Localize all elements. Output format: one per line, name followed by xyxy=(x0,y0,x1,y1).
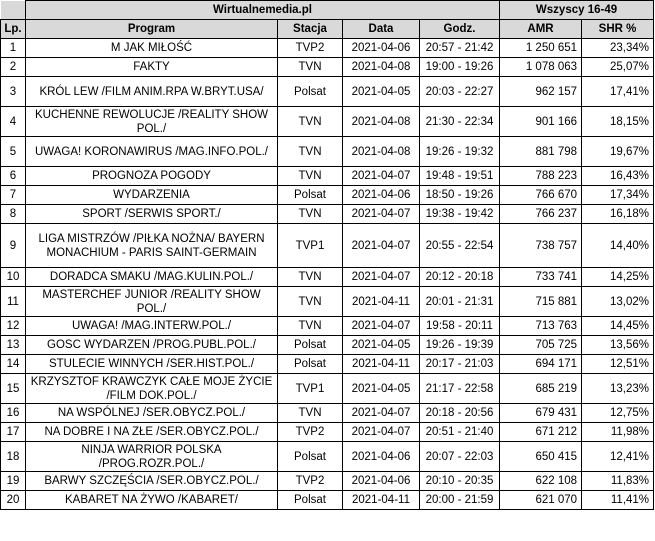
cell-amr: 766 670 xyxy=(500,186,582,205)
cell-godz: 20:18 - 20:56 xyxy=(420,404,500,423)
cell-shr: 17,34% xyxy=(582,186,654,205)
cell-lp: 10 xyxy=(1,268,26,287)
table-row xyxy=(1,355,654,374)
cell-lp: 2 xyxy=(1,58,26,77)
cell-amr: 685 219 xyxy=(500,374,582,404)
col-shr-header: SHR % xyxy=(582,20,654,39)
cell-program: PROGNOZA POGODY xyxy=(26,167,278,186)
cell-amr: 1 250 651 xyxy=(500,39,582,58)
table-row xyxy=(1,287,654,317)
cell-amr: 788 223 xyxy=(500,167,582,186)
source-header: Wirtualnemedia.pl xyxy=(26,1,500,20)
cell-lp: 8 xyxy=(1,205,26,224)
cell-data: 2021-04-07 xyxy=(343,205,420,224)
table-row xyxy=(1,224,654,268)
col-lp-header: Lp. xyxy=(1,20,26,39)
cell-data: 2021-04-06 xyxy=(343,39,420,58)
cell-stacja: TVN xyxy=(278,268,343,287)
cell-data: 2021-04-08 xyxy=(343,58,420,77)
col-program-header: Program xyxy=(26,20,278,39)
cell-shr: 11,41% xyxy=(582,491,654,510)
cell-data: 2021-04-08 xyxy=(343,137,420,167)
cell-amr: 650 415 xyxy=(500,442,582,472)
cell-stacja: TVP1 xyxy=(278,374,343,404)
col-stacja-header: Stacja xyxy=(278,20,343,39)
cell-lp: 13 xyxy=(1,336,26,355)
cell-stacja: TVN xyxy=(278,287,343,317)
cell-shr: 19,67% xyxy=(582,137,654,167)
cell-program: KABARET NA ŻYWO /KABARET/ xyxy=(26,491,278,510)
cell-godz: 20:03 - 22:27 xyxy=(420,77,500,107)
cell-program: KRÓL LEW /FILM ANIM.RPA W.BRYT.USA/ xyxy=(26,77,278,107)
cell-data: 2021-04-07 xyxy=(343,268,420,287)
cell-lp: 17 xyxy=(1,423,26,442)
cell-amr: 694 171 xyxy=(500,355,582,374)
cell-shr: 25,07% xyxy=(582,58,654,77)
col-data-header: Data xyxy=(343,20,420,39)
cell-program: NA DOBRE I NA ZŁE /SER.OBYCZ.POL./ xyxy=(26,423,278,442)
cell-program: NA WSPÓLNEJ /SER.OBYCZ.POL./ xyxy=(26,404,278,423)
cell-data: 2021-04-06 xyxy=(343,442,420,472)
cell-amr: 1 078 063 xyxy=(500,58,582,77)
cell-program: BARWY SZCZĘŚCIA /SER.OBYCZ.POL./ xyxy=(26,472,278,491)
cell-godz: 19:00 - 19:26 xyxy=(420,58,500,77)
cell-stacja: TVP2 xyxy=(278,472,343,491)
cell-shr: 11,98% xyxy=(582,423,654,442)
table-row xyxy=(1,39,654,58)
cell-stacja: TVP2 xyxy=(278,423,343,442)
cell-godz: 20:01 - 21:31 xyxy=(420,287,500,317)
cell-program: FAKTY xyxy=(26,58,278,77)
cell-godz: 20:57 - 21:42 xyxy=(420,39,500,58)
col-amr-header: AMR xyxy=(500,20,582,39)
cell-stacja: Polsat xyxy=(278,491,343,510)
cell-data: 2021-04-11 xyxy=(343,287,420,317)
cell-shr: 14,40% xyxy=(582,224,654,268)
cell-amr: 715 881 xyxy=(500,287,582,317)
cell-godz: 20:12 - 20:18 xyxy=(420,268,500,287)
cell-amr: 679 431 xyxy=(500,404,582,423)
cell-data: 2021-04-11 xyxy=(343,355,420,374)
cell-stacja: TVN xyxy=(278,58,343,77)
cell-godz: 21:17 - 22:58 xyxy=(420,374,500,404)
table-row xyxy=(1,442,654,472)
cell-data: 2021-04-07 xyxy=(343,167,420,186)
cell-shr: 14,45% xyxy=(582,317,654,336)
cell-godz: 20:07 - 22:03 xyxy=(420,442,500,472)
table-row xyxy=(1,137,654,167)
table-row xyxy=(1,336,654,355)
cell-program: STULECIE WINNYCH /SER.HIST.POL./ xyxy=(26,355,278,374)
cell-data: 2021-04-06 xyxy=(343,472,420,491)
cell-lp: 7 xyxy=(1,186,26,205)
table-row xyxy=(1,205,654,224)
cell-lp: 11 xyxy=(1,287,26,317)
cell-shr: 17,41% xyxy=(582,77,654,107)
cell-stacja: TVN xyxy=(278,205,343,224)
cell-godz: 19:38 - 19:42 xyxy=(420,205,500,224)
cell-program: NINJA WARRIOR POLSKA /PROG.ROZR.POL./ xyxy=(26,442,278,472)
cell-program: UWAGA! KORONAWIRUS /MAG.INFO.POL./ xyxy=(26,137,278,167)
cell-program: UWAGA! /MAG.INTERW.POL./ xyxy=(26,317,278,336)
cell-amr: 766 237 xyxy=(500,205,582,224)
group-header: Wszyscy 16-49 xyxy=(500,1,654,20)
cell-data: 2021-04-11 xyxy=(343,491,420,510)
cell-stacja: Polsat xyxy=(278,77,343,107)
header-spacer xyxy=(1,1,26,20)
cell-program: M JAK MIŁOŚĆ xyxy=(26,39,278,58)
cell-lp: 9 xyxy=(1,224,26,268)
table-row xyxy=(1,404,654,423)
cell-shr: 16,43% xyxy=(582,167,654,186)
cell-shr: 16,18% xyxy=(582,205,654,224)
table-row xyxy=(1,167,654,186)
cell-lp: 16 xyxy=(1,404,26,423)
cell-program: SPORT /SERWIS SPORT./ xyxy=(26,205,278,224)
table-row xyxy=(1,472,654,491)
cell-lp: 6 xyxy=(1,167,26,186)
cell-lp: 1 xyxy=(1,39,26,58)
table-row xyxy=(1,317,654,336)
cell-data: 2021-04-07 xyxy=(343,404,420,423)
cell-program: MASTERCHEF JUNIOR /REALITY SHOW POL./ xyxy=(26,287,278,317)
cell-godz: 19:26 - 19:39 xyxy=(420,336,500,355)
col-godz-header: Godz. xyxy=(420,20,500,39)
cell-lp: 4 xyxy=(1,107,26,137)
cell-data: 2021-04-07 xyxy=(343,423,420,442)
cell-program: KRZYSZTOF KRAWCZYK CAŁE MOJE ŻYCIE /FILM DOK.POL./ xyxy=(26,374,278,404)
cell-godz: 20:51 - 21:40 xyxy=(420,423,500,442)
cell-data: 2021-04-05 xyxy=(343,336,420,355)
cell-amr: 881 798 xyxy=(500,137,582,167)
cell-amr: 671 212 xyxy=(500,423,582,442)
cell-godz: 20:17 - 21:03 xyxy=(420,355,500,374)
cell-lp: 20 xyxy=(1,491,26,510)
cell-lp: 3 xyxy=(1,77,26,107)
cell-amr: 621 070 xyxy=(500,491,582,510)
cell-godz: 19:26 - 19:32 xyxy=(420,137,500,167)
cell-stacja: TVP1 xyxy=(278,224,343,268)
cell-shr: 11,83% xyxy=(582,472,654,491)
cell-amr: 713 763 xyxy=(500,317,582,336)
cell-stacja: Polsat xyxy=(278,355,343,374)
cell-amr: 622 108 xyxy=(500,472,582,491)
table-row xyxy=(1,374,654,404)
cell-stacja: Polsat xyxy=(278,442,343,472)
cell-stacja: Polsat xyxy=(278,336,343,355)
cell-shr: 13,56% xyxy=(582,336,654,355)
cell-lp: 19 xyxy=(1,472,26,491)
cell-lp: 15 xyxy=(1,374,26,404)
cell-program: LIGA MISTRZÓW /PIŁKA NOŻNA/ BAYERN MONACHIUM - PARIS SAINT-GERMAIN xyxy=(26,224,278,268)
cell-amr: 738 757 xyxy=(500,224,582,268)
cell-shr: 13,02% xyxy=(582,287,654,317)
cell-amr: 901 166 xyxy=(500,107,582,137)
cell-data: 2021-04-08 xyxy=(343,107,420,137)
cell-stacja: TVP2 xyxy=(278,39,343,58)
cell-program: KUCHENNE REWOLUCJE /REALITY SHOW POL./ xyxy=(26,107,278,137)
cell-amr: 705 725 xyxy=(500,336,582,355)
table-row xyxy=(1,58,654,77)
cell-lp: 5 xyxy=(1,137,26,167)
table-row xyxy=(1,268,654,287)
table-row xyxy=(1,107,654,137)
cell-data: 2021-04-06 xyxy=(343,186,420,205)
cell-lp: 18 xyxy=(1,442,26,472)
cell-program: GOSC WYDARZEN /PROG.PUBL.POL./ xyxy=(26,336,278,355)
cell-data: 2021-04-07 xyxy=(343,224,420,268)
table-row xyxy=(1,491,654,510)
cell-shr: 12,51% xyxy=(582,355,654,374)
column-header-row xyxy=(1,20,654,39)
cell-stacja: TVN xyxy=(278,317,343,336)
cell-amr: 962 157 xyxy=(500,77,582,107)
top-header-row xyxy=(1,1,654,20)
cell-godz: 20:00 - 21:59 xyxy=(420,491,500,510)
cell-godz: 18:50 - 19:26 xyxy=(420,186,500,205)
cell-stacja: Polsat xyxy=(278,186,343,205)
cell-amr: 733 741 xyxy=(500,268,582,287)
cell-stacja: TVN xyxy=(278,404,343,423)
cell-godz: 20:10 - 20:35 xyxy=(420,472,500,491)
cell-shr: 12,75% xyxy=(582,404,654,423)
cell-stacja: TVN xyxy=(278,167,343,186)
cell-stacja: TVN xyxy=(278,137,343,167)
cell-data: 2021-04-05 xyxy=(343,374,420,404)
cell-godz: 19:58 - 20:11 xyxy=(420,317,500,336)
cell-godz: 19:48 - 19:51 xyxy=(420,167,500,186)
cell-shr: 23,34% xyxy=(582,39,654,58)
cell-lp: 14 xyxy=(1,355,26,374)
table-row xyxy=(1,423,654,442)
cell-data: 2021-04-05 xyxy=(343,77,420,107)
table-row xyxy=(1,77,654,107)
cell-stacja: TVN xyxy=(278,107,343,137)
cell-godz: 21:30 - 22:34 xyxy=(420,107,500,137)
cell-shr: 18,15% xyxy=(582,107,654,137)
table-row xyxy=(1,186,654,205)
cell-godz: 20:55 - 22:54 xyxy=(420,224,500,268)
cell-shr: 14,25% xyxy=(582,268,654,287)
cell-program: WYDARZENIA xyxy=(26,186,278,205)
cell-data: 2021-04-07 xyxy=(343,317,420,336)
cell-lp: 12 xyxy=(1,317,26,336)
cell-shr: 12,41% xyxy=(582,442,654,472)
cell-shr: 13,23% xyxy=(582,374,654,404)
cell-program: DORADCA SMAKU /MAG.KULIN.POL./ xyxy=(26,268,278,287)
